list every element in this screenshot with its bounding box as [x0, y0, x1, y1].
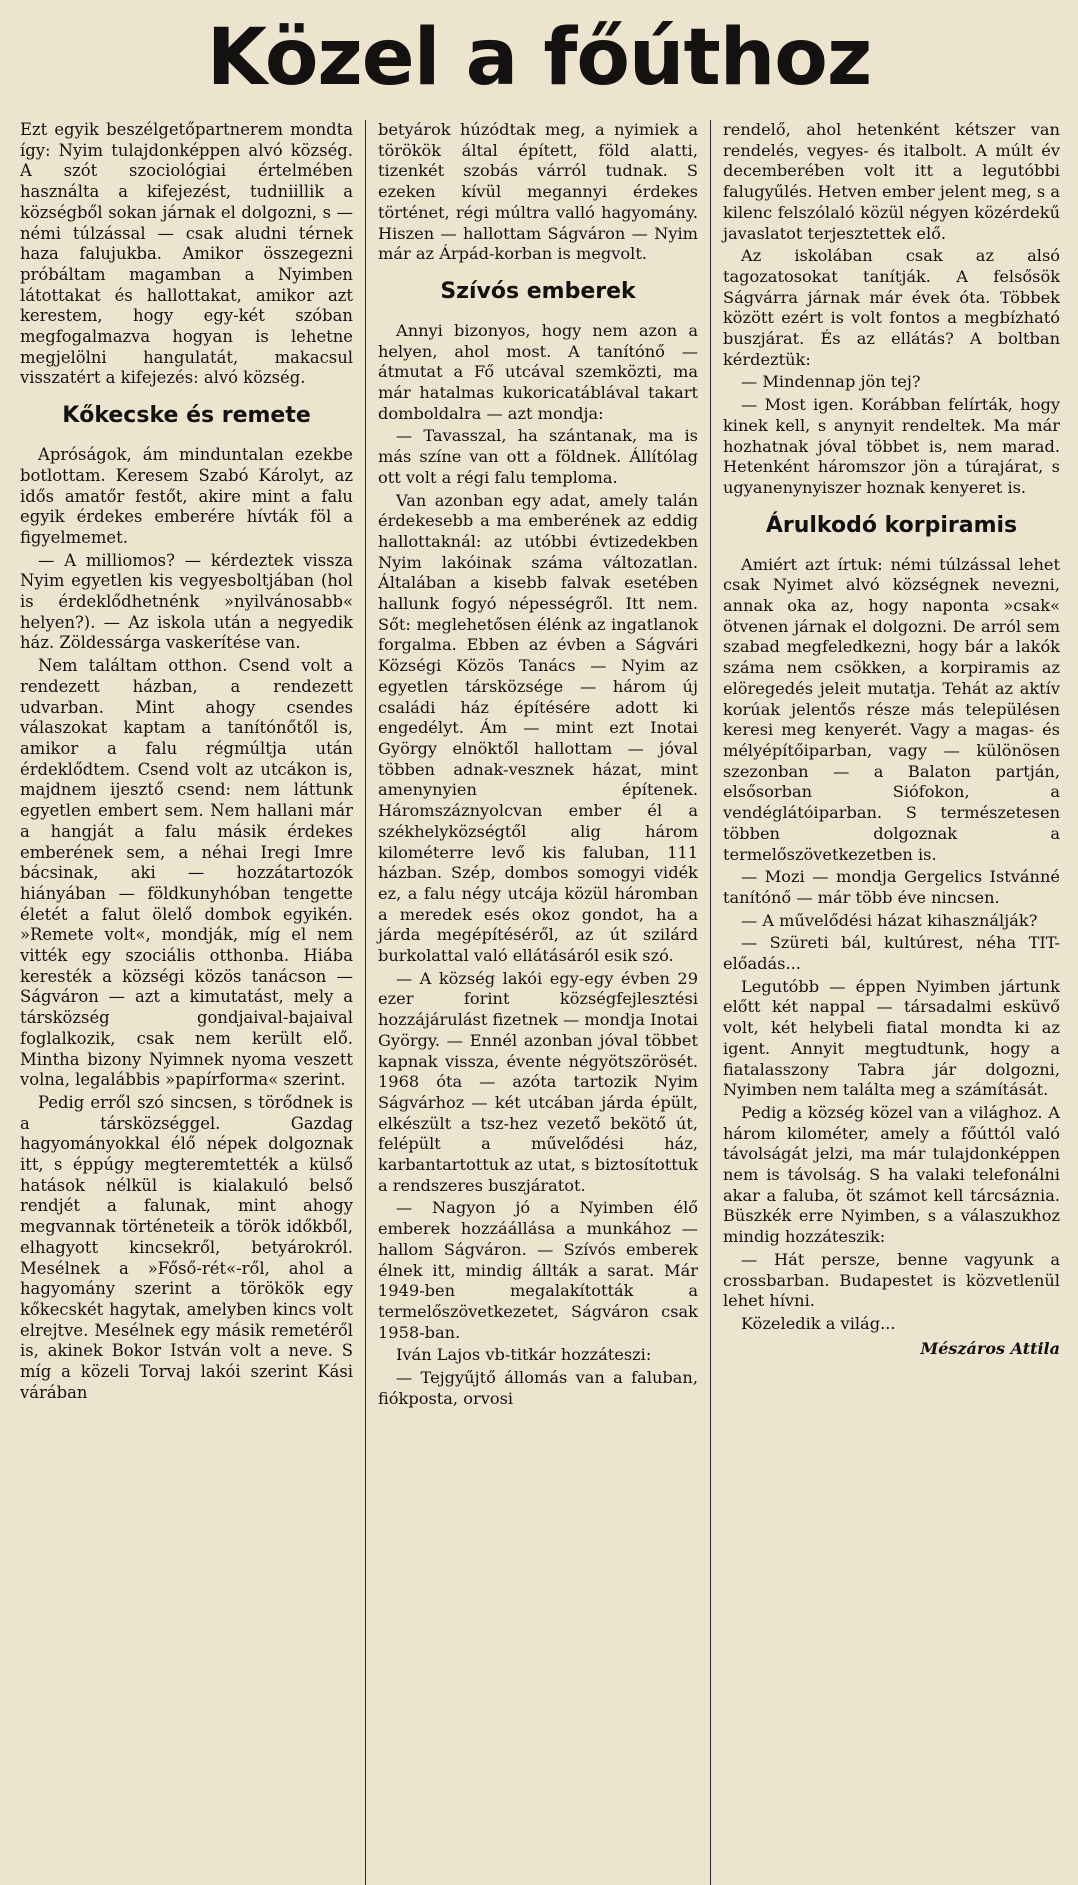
article-paragraph: rendelő, ahol hetenként kétszer van rendelés, vegyes- és italbolt. A múlt év decemberében volt itt a legutóbbi falugyűlés. Hetven ember jelent meg, s a kilenc felszólaló közül négyen közérdekű javaslatot terjesztettek elő.	[723, 120, 1060, 243]
section-heading: Szívós emberek	[440, 278, 636, 304]
article-paragraph: Közeledik a világ...	[741, 1313, 896, 1333]
column-3	[710, 120, 1060, 1885]
article-paragraph: Legutóbb — éppen Nyimben jártunk előtt két nappal — társadalmi esküvő volt, két helybeli fiatal mondta ki az igent. Annyit megtudtunk, hogy a fiatalasszony Tabra jár dolgozni, Nyimben nem találta meg a számítását.	[723, 976, 1060, 1100]
article-paragraph: — Szüreti bál, kultúrest, néha TIT-előadás...	[723, 933, 1060, 974]
section-heading: Kőkecske és remete	[62, 403, 311, 429]
article-paragraph: — Most igen. Korábban felírták, hogy kinek kell, s anynyit rendeltek. Ma már hozhatnak jóval többet is, nem marad. Hetenként háromszor jön a túrajárat, s ugyanenynyiszer hoznak kenyeret is.	[723, 395, 1060, 497]
article-paragraph: Pedig a község közel van a világhoz. A három kilométer, amely a főúttól való távolságát jelzi, ma már tulajdonképpen nem is távolság. S ha valaki telefonálni akar a faluba, öt számot kell tárcsáznia. Büszkék erre Nyimben, s a válaszukhoz mindig hozzáteszik:	[723, 1102, 1060, 1247]
article-paragraph: betyárok húzódtak meg, a nyimiek a törökök által épített, föld alatti, tizenkét szobás várról tudnak. S ezeken kívül megannyi érdekes történet, régi múltra valló hagyomány. Hiszen — hallottam Ságváron — Nyim már az Árpád-korban is megvolt.	[378, 120, 698, 264]
article-paragraph: — Mozi — mondja Gergelics Istvánné tanítónő — már több éve nincsen.	[723, 867, 1060, 907]
article-paragraph: — A művelődési házat kihasználják?	[741, 910, 1038, 930]
article-paragraph: — Hát persze, benne vagyunk a crossbarban. Budapestet is közvetlenül lehet hívni.	[723, 1249, 1060, 1311]
author-signature: Mészáros Attila	[920, 1338, 1060, 1358]
article-columns	[20, 120, 1060, 1885]
column-2	[365, 120, 710, 1885]
article-paragraph: — Nagyon jó a Nyimben élő emberek hozzáállása a munkához — hallom Ságváron. — Szívós emberek élnek itt, mindig állták a sarat. Már 1949-ben megalakították a termelőszövetkezetet, Ságváron csak 1958-ban.	[378, 1198, 698, 1342]
article-paragraph: Az iskolában csak az alsó tagozatosokat tanítják. A felsősök Ságvárra járnak már évek óta. Többek között ezért is volt fontos a megbízható buszjárat. És az ellátás? A boltban kérdeztük:	[723, 246, 1060, 369]
article-paragraph: — A község lakói egy-egy évben 29 ezer forint községfejlesztési hozzájárulást fizetnek — mondja Inotai György. — Ennél azonban jóval többet kapnak vissza, évente négyötszörösét. 1968 óta — azóta tartozik Nyim Ságvárhoz — két utcában járda épült, elkészült a tsz-hez vezető bekötő út, felépült a művelődési ház, karbantartottuk az utat, s biztosítottuk a rendszeres buszjáratot.	[378, 968, 698, 1195]
article-paragraph: Ezt egyik beszélgetőpartnerem mondta így: Nyim tulajdonképpen alvó község. A szót szociológiai értelmében használta a kifejezést, tudniillik a községből sokan járnak el dolgozni, s — némi túlzással — csak aludni térnek haza falujukba. Amikor összegezni próbáltam magamban a Nyimben látottakat és hallottakat, amikor azt kerestem, hogy egy-két szóban megfogalmazva hogyan is lehetne megjelölni hangulatát, makacsul visszatért a kifejezés: alvó község.	[20, 120, 353, 388]
section-heading: Árulkodó korpiramis	[765, 512, 1018, 538]
article-paragraph: Amiért azt írtuk: némi túlzással lehet csak Nyimet alvó községnek nevezni, annak oka az, hogy naponta »csak« ötvenen járnak el dolgozni. De arról sem szabad megfeledkezni, hogy bár a lakók száma nem csökken, a korpiramis az elöregedés jeleit mutatja. Tehát az aktív korúak jelentős része más településen keresi meg kenyerét. Vagy a magas- és mélyépítőiparban, vagy — különösen szezonban — a Balaton partján, elsősorban Siófokon, a vendéglátóiparban. S természetesen többen dolgoznak a termelőszövetkezetben is.	[723, 554, 1060, 864]
article-paragraph: — Tejgyűjtő állomás van a faluban, fiókposta, orvosi	[378, 1368, 698, 1408]
article-paragraph: Annyi bizonyos, hogy nem azon a helyen, ahol most. A tanítónő — átmutat a Fő utcával szemközti, ma már hatalmas kukoricatáblával takart domboldalra — azt mondja:	[378, 320, 698, 423]
article-paragraph: — Mindennap jön tej?	[741, 372, 921, 392]
article-paragraph: Pedig erről szó sincsen, s törődnek is a társközséggel. Gazdag hagyományokkal élő népek dolgoznak itt, s éppúgy megteremtették a külső hatások nélkül is kialakuló belső rendjét a falunak, mint ahogy megvannak történeteik a török időkből, elhagyott kincsekről, betyárokról. Mesélnek a »Főső-rét«-ről, ahol a hagyomány szerint a törökök egy kőkecskét hagytak, amelyben kincs volt elrejtve. Mesélnek egy másik remetéről is, akinek Bokor István volt a neve. S míg a közeli Torvaj lakói szerint Kási várában	[20, 1092, 353, 1402]
article-paragraph: Apróságok, ám minduntalan ezekbe botlottam. Keresem Szabó Károlyt, az idős amatőr festőt, akire mint a falu egyik érdekes emberére hívták föl a figyelmemet.	[20, 445, 353, 547]
article-paragraph: — Tavasszal, ha szántanak, ma is más színe van ott a földnek. Állítólag ott volt a régi falu temploma.	[378, 426, 698, 487]
column-1	[20, 120, 365, 1885]
article-paragraph: Nem találtam otthon. Csend volt a rendezett házban, a rendezett udvarban. Mint ahogy csendes válaszokat kaptam a tanítónőtől is, amikor a falu régmúltja után érdeklődtem. Csend volt az utcákon is, majdnem ijesztő csend: nem láttunk egyetlen embert sem. Nem hallani már a hangját a falu másik érdekes emberének sem, a néhai Iregi Imre bácsinak, aki — hozzátartozók hiányában — földkunyhóban tengette életét a falut ölelő dombok egyikén. »Remete volt«, mondják, míg el nem vitték egy szociális otthonba. Hiába keresték a községi közös tanácson — Ságváron — azt a kimutatást, mely a társközség gondjaival-bajaival foglalkozik, csak nem került elő. Mintha bizony Nyimnek nyoma veszett volna, legalábbis »papírforma« szerint.	[20, 656, 353, 1090]
article-paragraph: Iván Lajos vb-titkár hozzáteszi:	[396, 1345, 652, 1365]
article-paragraph: — A milliomos? — kérdeztek vissza Nyim egyetlen kis vegyesboltjában (hol is érdeklődhetnénk »nyilvánosabb« helyen?). — Az iskola után a negyedik ház. Zöldessárga vaskerítése van.	[20, 550, 353, 653]
headline: Közel a főúthoz	[206, 13, 872, 103]
article-paragraph: Van azonban egy adat, amely talán érdekesebb a ma emberének az eddig hallottaknál: az utóbbi évtizedekben Nyim lakóinak száma változatlan. Általában a kisebb falvak esetében hallunk fogyó népességről. Itt nem. Sőt: meglehetősen élénk az ingatlanok forgalma. Ebben az évben a Ságvári Községi Közös Tanács — Nyim az egyetlen társközsége — három új családi ház építésére adott ki engedélyt. Ám — mint ezt Inotai György elnöktől hallottam — jóval többen adnak-vesznek házat, mint amenynyien építenek. Háromszáznyolcvan ember él a székhelyközségtől alig három kilométerre levő kis faluban, 111 házban. Szép, dombos somogyi vidék ez, a falu négy utcája közül háromban a meredek esés okoz gondot, ha a járda megépítéséről, az út szilárd burkolattal való ellátásáról esik szó.	[378, 490, 698, 966]
